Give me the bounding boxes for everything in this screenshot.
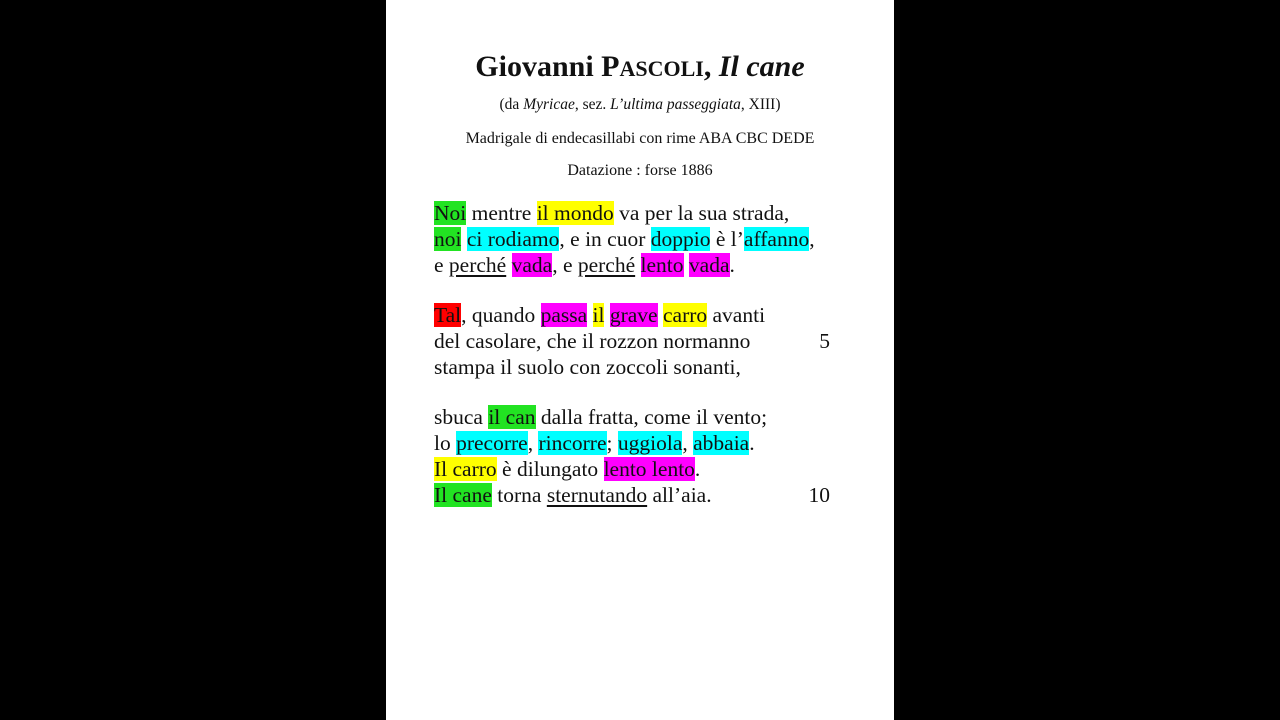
text <box>587 303 592 327</box>
text <box>506 253 511 277</box>
line-number-5: 5 <box>819 329 830 353</box>
source-section: L’ultima passeggiata <box>610 96 741 113</box>
highlight-magenta: vada <box>511 253 553 277</box>
highlight-green: Il cane <box>434 483 492 507</box>
text: e <box>434 253 449 277</box>
text: . <box>694 457 701 481</box>
highlight-yellow: Il carro <box>434 457 497 481</box>
highlight-magenta: passa <box>540 303 588 327</box>
text: stampa il suolo con zoccoli sonanti, <box>434 355 741 379</box>
text: , quando <box>461 303 541 327</box>
text: . <box>749 431 755 455</box>
document-page <box>386 0 894 720</box>
verse-line-6 <box>434 355 741 380</box>
text: , e in cuor <box>559 227 651 251</box>
highlight-cyan: rincorre <box>538 431 607 455</box>
source-mid: , sez. <box>574 96 611 113</box>
verse-line-10 <box>434 483 712 508</box>
author-surname-initial: P <box>601 50 620 83</box>
highlight-magenta: lento <box>640 253 684 277</box>
highlight-cyan: ci rodiamo <box>466 227 560 251</box>
text: mentre <box>466 201 537 225</box>
source-open: (da <box>499 96 524 113</box>
highlight-cyan: uggiola <box>617 431 683 455</box>
verse-line-8 <box>434 431 755 456</box>
highlight-yellow: carro <box>662 303 708 327</box>
source-line <box>386 95 894 115</box>
text: , <box>809 227 815 251</box>
verse-line-1 <box>434 201 789 226</box>
dating-line: Datazione : forse 1886 <box>567 162 713 179</box>
text: avanti <box>707 303 766 327</box>
line-number-10: 10 <box>808 483 830 507</box>
work-title: Il cane <box>718 50 805 83</box>
underlined-word: sternutando <box>546 483 648 507</box>
highlight-red: Tal <box>434 303 462 327</box>
text: , <box>682 431 694 455</box>
verse-line-2 <box>434 227 815 252</box>
text: dalla fratta, come il vento; <box>535 405 768 429</box>
highlight-yellow: il mondo <box>536 201 614 225</box>
verse-line-7 <box>434 405 767 430</box>
form-line: Madrigale di endecasillabi con rime ABA CBC DEDE <box>465 130 815 147</box>
highlight-magenta: vada <box>688 253 730 277</box>
highlight-yellow: il <box>592 303 605 327</box>
highlight-cyan: precorre <box>456 431 528 455</box>
underlined-word: perché <box>577 253 636 277</box>
highlight-cyan: abbaia <box>693 431 750 455</box>
source-close: , XIII) <box>740 96 781 113</box>
verse-line-3 <box>434 253 735 278</box>
author-first-name: Giovanni <box>475 50 594 83</box>
text: torna <box>491 483 547 507</box>
text: è dilungato <box>496 457 604 481</box>
text: del casolare, che il rozzon normanno <box>434 329 751 353</box>
highlight-cyan: doppio <box>650 227 711 251</box>
highlight-magenta: lento lento <box>603 457 695 481</box>
poem-title <box>386 49 894 87</box>
highlight-green: il can <box>488 405 536 429</box>
text: all’aia. <box>647 483 712 507</box>
highlight-green: noi <box>434 227 462 251</box>
text: lo <box>434 431 457 455</box>
verse-line-5 <box>434 329 750 354</box>
verse-line-9 <box>434 457 700 482</box>
text: è l’ <box>710 227 744 251</box>
highlight-magenta: grave <box>609 303 658 327</box>
text: va per la sua strada, <box>613 201 790 225</box>
author-surname-rest: ASCOLI <box>619 56 704 81</box>
title-comma: , <box>703 50 712 83</box>
text: , e <box>552 253 578 277</box>
verse-line-4 <box>434 303 765 328</box>
underlined-word: perché <box>448 253 507 277</box>
text: ; <box>606 431 618 455</box>
highlight-green: Noi <box>434 201 467 225</box>
text: , <box>527 431 539 455</box>
highlight-cyan: affanno <box>743 227 810 251</box>
text <box>635 253 640 277</box>
text: sbuca <box>434 405 489 429</box>
source-book: Myricae <box>523 96 575 113</box>
text: . <box>729 253 735 277</box>
